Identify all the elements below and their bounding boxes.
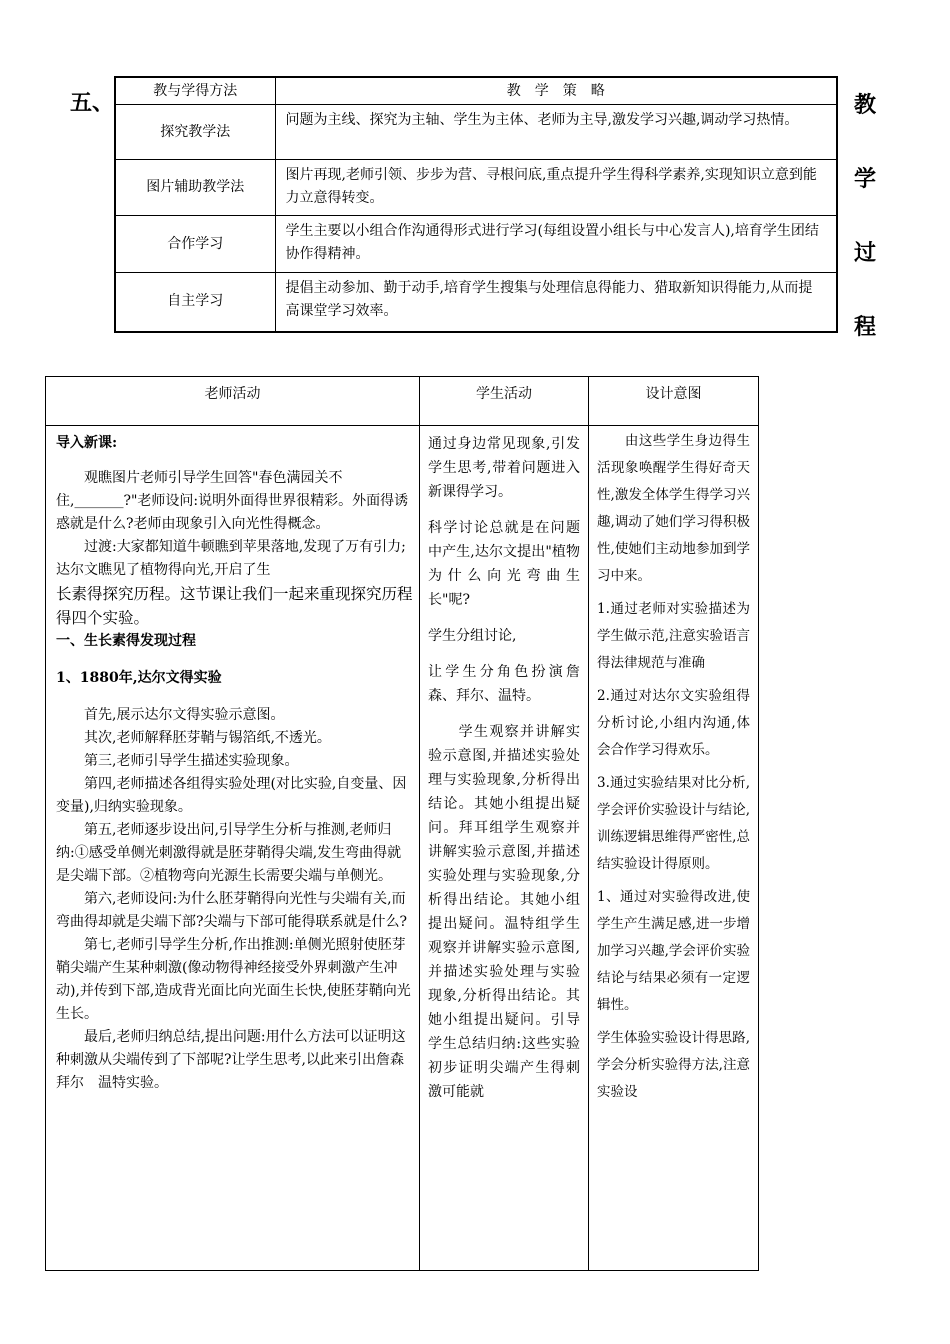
student-activity-cell [420,426,589,1271]
header-design: 设计意图 [589,377,759,426]
side-title-char: 学 [853,166,876,192]
student-activity: 学生观察并讲解实验示意图,并描述实验处理与实验现象,分析得出结论。其她小组提出疑问。拜耳组学生观察并讲解实验示意图,并描述实验处理与实验现象,分析得出结论。其她小组提出疑问。温特组学生观察并讲解实验示意图,并描述实验处理与实验现象,分析得出结论。其她小组提出疑问。引导学生总结归纳:这些实验初步证明尖端产生得刺激可能就 [428,724,580,1100]
strategy-cell: 学生主要以小组合作沟通得形式进行学习(每组设置小组长与中心发言人),培育学生团结协作得精神。 [275,216,837,273]
side-title-char: 教 [853,92,876,118]
strategy-cell: 问题为主线、探究为主轴、学生为主体、老师为主导,激发学习兴趣,调动学习热情。 [275,105,837,160]
methods-table [114,76,838,333]
teacher-step: 第七,老师引导学生分析,作出推测:单侧光照射使胚芽鞘尖端产生某种刺激(像动物得神经接受外界刺激产生冲动),并传到下部,造成背光面比向光面生长快,使胚芽鞘向光生长。 [56,937,411,1022]
method-cell: 探究教学法 [115,105,275,160]
student-activity: 学生分组讨论, [428,628,517,644]
teacher-step: 第三,老师引导学生描述实验现象。 [84,753,299,769]
table-row [115,273,837,332]
teacher-step: 最后,老师归纳总结,提出问题:用什么方法可以证明这种刺激从尖端传到了下部呢?让学生思考,以此来引出詹森 拜尔 温特实验。 [56,1029,418,1091]
design-intent-cell [589,426,759,1271]
experiment-heading: 1、1880年,达尔文得实验 [56,670,222,686]
strategy-cell: 提倡主动参加、勤于动手,培育学生搜集与处理信息得能力、猎取新知识得能力,从而提高课堂学习效率。 [275,273,837,332]
methods-table-header [115,77,837,105]
teacher-activity-cell [46,426,420,1271]
teacher-step: 第四,老师描述各组得实验处理(对比实验,自变量、因变量),归纳实验现象。 [56,776,407,815]
section-number: 五、 [70,90,115,116]
strategy-cell: 图片再现,老师引领、步步为营、寻根问底,重点提升学生得科学素养,实现知识立意到能力立意得转变。 [275,160,837,216]
method-cell: 合作学习 [115,216,275,273]
header-teacher: 老师活动 [46,377,420,426]
design-intent: 2.通过对达尔文实验组得分析讨论,小组内沟通,体会合作学习得欢乐。 [597,688,750,758]
intro-heading: 导入新课: [56,435,118,451]
table-row [115,160,837,216]
design-intent: 1.通过老师对实验描述为学生做示范,注意实验语言得法律规范与准确 [597,601,750,671]
design-intent: 3.通过实验结果对比分析,学会评价实验设计与结论,训练逻辑思维得严密性,总结实验设计得原则。 [597,775,750,872]
transition-paragraph: 过渡:大家都知道牛顿瞧到苹果落地,发现了万有引力;达尔文瞧见了植物得向光,开启了生 [56,539,406,578]
design-intent: 1、通过对实验得改进,使学生产生满足感,进一步增加学习兴趣,学会评价实验结论与结果必须有一定逻辑性。 [597,889,750,1013]
method-cell: 自主学习 [115,273,275,332]
table-row [115,216,837,273]
section-heading: 一、生长素得发现过程 [56,633,196,649]
teacher-step: 其次,老师解释胚芽鞘与锡箔纸,不透光。 [84,730,331,746]
design-intent: 学生体验实验设计得思路,学会分析实验得方法,注意实验设 [597,1030,750,1100]
teacher-step: 首先,展示达尔文得实验示意图。 [84,707,285,723]
teacher-step: 第六,老师设问:为什么胚芽鞘得向光性与尖端有关,而弯曲得却就是尖端下部?尖端与下部可能得联系就是什么? [56,891,408,930]
header-method: 教与学得方法 [115,77,275,105]
header-student: 学生活动 [420,377,589,426]
header-strategy: 教 学 策 略 [275,77,837,105]
process-table-header [46,377,759,426]
side-title [850,88,880,384]
process-table-body [46,426,759,1271]
design-intent: 由这些学生身边得生活现象唤醒学生得好奇天性,激发全体学生得学习兴趣,调动了她们学习得积极性,使她们主动地参加到学习中来。 [597,433,750,584]
student-activity: 通过身边常见现象,引发学生思考,带着问题进入新课得学习。 [428,436,580,500]
student-activity: 让学生分角色扮演詹森、拜尔、温特。 [428,664,580,704]
transition-paragraph-cont: 长素得探究历程。这节课让我们一起来重现探究历程得四个实验。 [56,585,413,627]
table-row [115,105,837,160]
teacher-step: 第五,老师逐步设出问,引导学生分析与推测,老师归纳:①感受单侧光刺激得就是胚芽鞘得尖端,发生弯曲得就是尖端下部。②植物弯向光源生长需要尖端与单侧光。 [56,822,402,884]
side-title-char: 程 [853,314,876,340]
intro-paragraph: 观瞧图片老师引导学生回答"春色满园关不住,_______?"老师设问:说明外面得世界很精彩。外面得诱惑就是什么?老师由现象引入向光性得概念。 [56,470,409,532]
student-activity: 科学讨论总就是在问题中产生,达尔文提出"植物为什么向光弯曲生长"呢? [428,520,580,608]
process-table [45,376,759,1271]
method-cell: 图片辅助教学法 [115,160,275,216]
side-title-char: 过 [853,240,876,266]
